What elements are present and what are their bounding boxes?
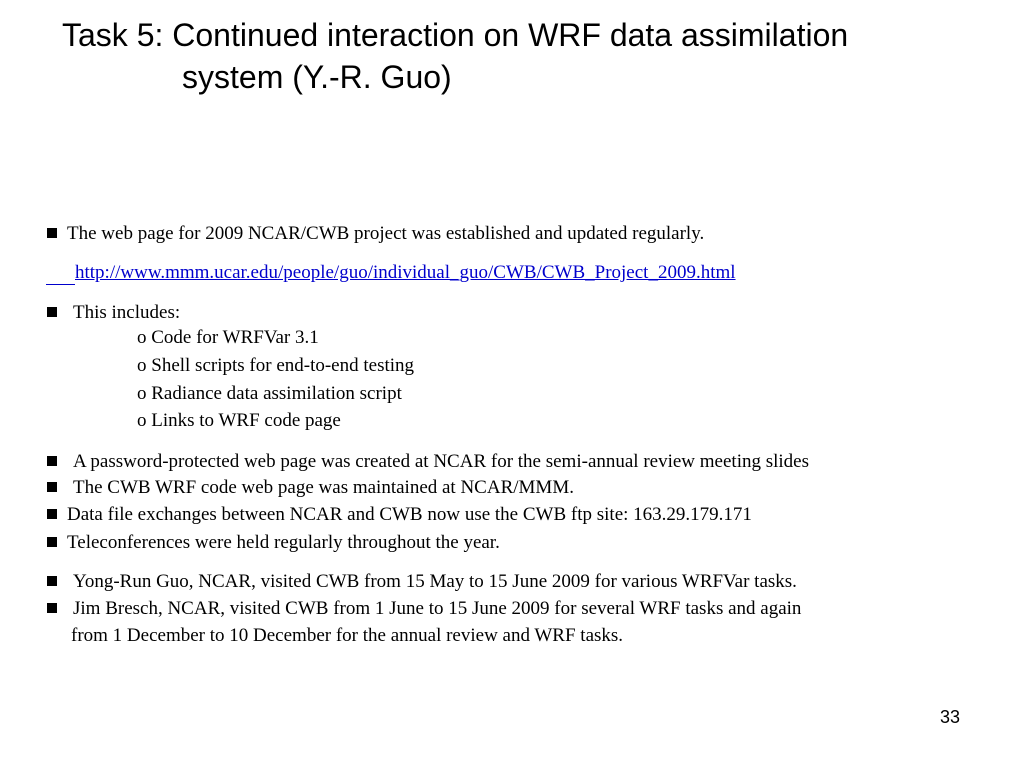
square-bullet-icon (47, 603, 57, 613)
square-bullet-icon (47, 307, 57, 317)
bullet-item-includes (47, 301, 180, 325)
bullet-text: The web page for 2009 NCAR/CWB project was established and updated regularly. (67, 223, 705, 244)
square-bullet-icon (47, 537, 57, 547)
sub-item: o Shell scripts for end-to-end testing (137, 355, 415, 376)
bullet-item-password-page (47, 450, 809, 474)
square-bullet-icon (47, 456, 57, 466)
square-bullet-icon (47, 509, 57, 519)
bullet-item-web-page (47, 222, 704, 246)
slide-title (62, 14, 848, 98)
bullet-text: Data file exchanges between NCAR and CWB now use the CWB ftp site: 163.29.179.171 (67, 504, 752, 525)
bullet-item-teleconferences (47, 531, 500, 555)
bullet-text: Jim Bresch, NCAR, visited CWB from 1 June to 15 June 2009 for several WRF tasks and again (73, 598, 802, 619)
sub-item: o Code for WRFVar 3.1 (137, 327, 319, 348)
bullet-item-file-exchange (47, 503, 752, 527)
page-number: 33 (940, 707, 961, 727)
bullet-text: Yong-Run Guo, NCAR, visited CWB from 15 May to 15 June 2009 for various WRFVar tasks. (73, 571, 797, 592)
bullet-text: The CWB WRF code web page was maintained at NCAR/MMM. (73, 477, 574, 498)
bullet-text-continuation: from 1 December to 10 December for the annual review and WRF tasks. (71, 625, 624, 646)
bullet-text: Teleconferences were held regularly throughout the year. (67, 532, 500, 553)
square-bullet-icon (47, 576, 57, 586)
square-bullet-icon (47, 482, 57, 492)
square-bullet-icon (47, 228, 57, 238)
slide-title-line-1: Task 5: Continued interaction on WRF data assimilation (62, 17, 849, 53)
bullet-text: This includes: (73, 302, 181, 323)
bullet-item-guo-visit (47, 570, 797, 594)
slide-title-line-2: system (Y.-R. Guo) (182, 59, 452, 95)
sub-item: o Radiance data assimilation script (137, 383, 402, 404)
bullet-item-bresch-visit (47, 597, 801, 621)
link-underline-lead (46, 261, 75, 285)
project-page-link[interactable]: http://www.mmm.ucar.edu/people/guo/individual_guo/CWB/CWB_Project_2009.html (75, 262, 736, 283)
bullet-item-code-page (47, 476, 574, 500)
sub-item: o Links to WRF code page (137, 410, 341, 431)
bullet-text: A password-protected web page was created at NCAR for the semi-annual review meeting slides (73, 451, 810, 472)
